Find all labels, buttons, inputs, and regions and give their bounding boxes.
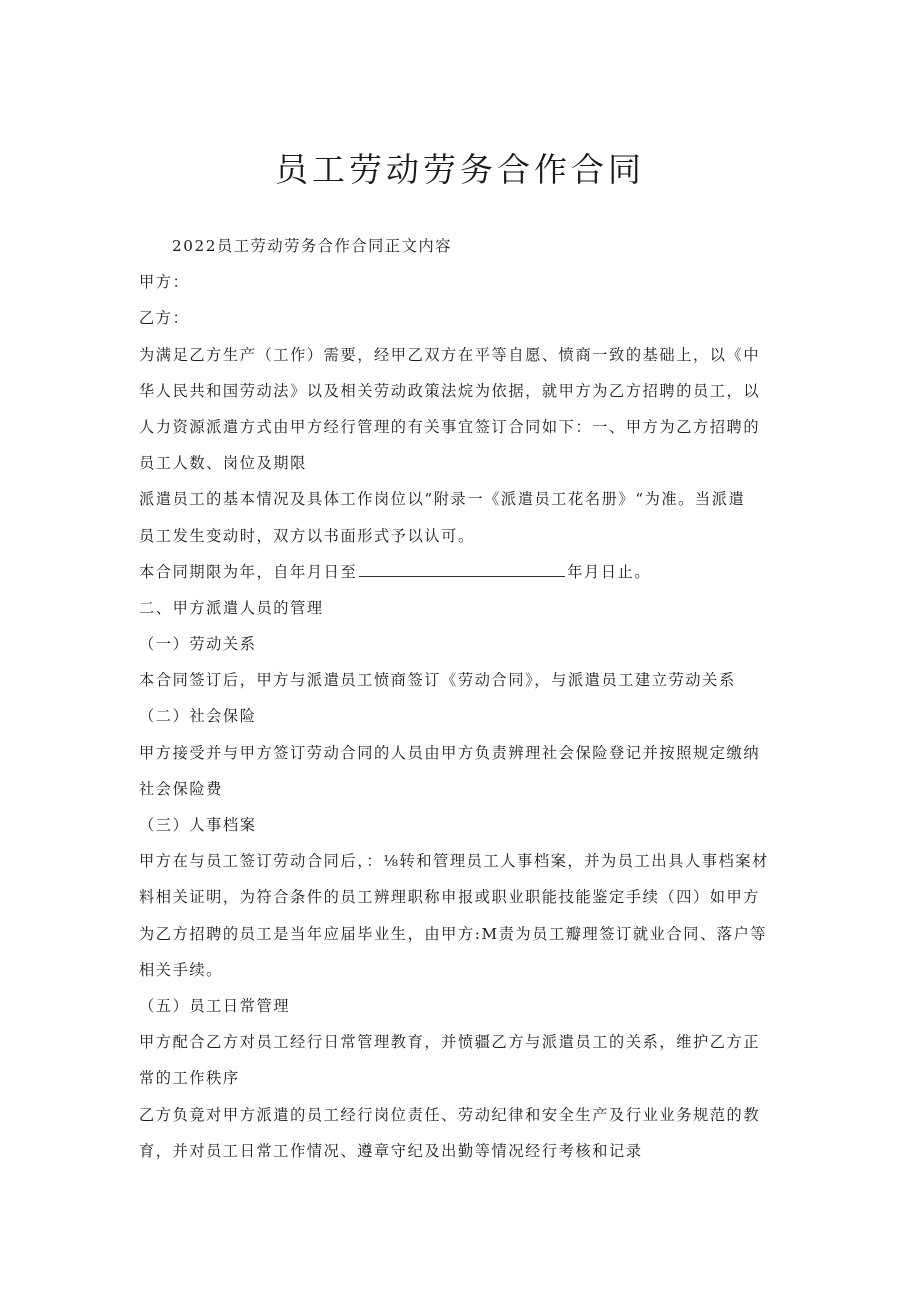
term-text-after: 年月日止。 bbox=[567, 562, 652, 581]
intro-line: 华人民共和国劳动法》以及相关劳动政策法烷为依据，就甲方为乙方招聘的员工，以 bbox=[139, 381, 761, 400]
dispatch-line: 派遣员工的基本情况及具体工作岗位以“附录一《派遣员工花名册》“为准。当派遣 bbox=[139, 490, 746, 509]
subsection-heading: （三）人事档案 bbox=[139, 816, 257, 834]
party-a-label: 甲方： bbox=[139, 273, 190, 292]
subsection-heading: （一）劳动关系 bbox=[139, 635, 257, 654]
document-title: 员工劳动劳务合作合同 bbox=[275, 150, 645, 189]
paragraph-line: 育，并对员工日常工作情况、遵章守纪及出勤等情况经行考核和记录 bbox=[139, 1141, 643, 1160]
dispatch-line: 员工发生变动时，双方以书面形式予以认可。 bbox=[139, 526, 475, 545]
section-heading: 二、甲方派遣人员的管理 bbox=[139, 598, 324, 617]
intro-line: 人力资源派遣方式由甲方经行管理的有关事宜签订合同如下：一、甲方为乙方招聘的 bbox=[139, 417, 761, 436]
subtitle: 2022员工劳动劳务合作合同正文内容 bbox=[172, 237, 453, 255]
paragraph-line: 甲方在与员工签订劳动合同后，：⅛转和管理员工人事档案，并为员工出具人事档案材 bbox=[139, 852, 769, 871]
term-text-before: 本合同期限为年，自年月日至 bbox=[139, 562, 358, 581]
contract-term-line bbox=[139, 554, 781, 590]
paragraph-line: 本合同签订后，甲方与派遣员工愤商签订《劳动合同》，与派遣员工建立劳动关系 bbox=[139, 671, 736, 690]
subsection-heading: （五）员工日常管理 bbox=[139, 996, 291, 1015]
intro-line: 为满足乙方生产（工作）需要，经甲乙双方在平等自愿、愤商一致的基础上，以《中 bbox=[139, 345, 761, 364]
term-blank-field bbox=[359, 562, 565, 577]
paragraph-line: 料相关证明，为符合条件的员工辨理职称申报或职业职能技能鉴定手续（四）如甲方 bbox=[139, 888, 761, 907]
subsection-heading: （二）社会保险 bbox=[139, 707, 257, 726]
paragraph-line: 乙方负竟对甲方派遣的员工经行岗位责任、劳动纪律和安全生产及行业业务规范的教 bbox=[139, 1105, 761, 1124]
paragraph-line: 为乙方招聘的员工是当年应届毕业生，由甲方:M责为员工瓣理签订就业合同、落户等 bbox=[139, 924, 768, 943]
paragraph-line: 相关手续。 bbox=[139, 960, 223, 979]
document-body bbox=[139, 228, 781, 1169]
paragraph-line: 社会保险费 bbox=[139, 779, 223, 798]
party-b-label: 乙方： bbox=[139, 309, 190, 328]
intro-line: 员工人数、岗位及期限 bbox=[139, 454, 307, 473]
paragraph-line: 甲方配合乙方对员工经行日常管理教育，并愤疆乙方与派遣员工的关系，维护乙方正 bbox=[139, 1033, 761, 1052]
paragraph-line: 常的工作秩序 bbox=[139, 1069, 240, 1088]
paragraph-line: 甲方接受并与甲方签订劳动合同的人员由甲方负责辨理社会保险登记并按照规定缴纳 bbox=[139, 743, 761, 762]
